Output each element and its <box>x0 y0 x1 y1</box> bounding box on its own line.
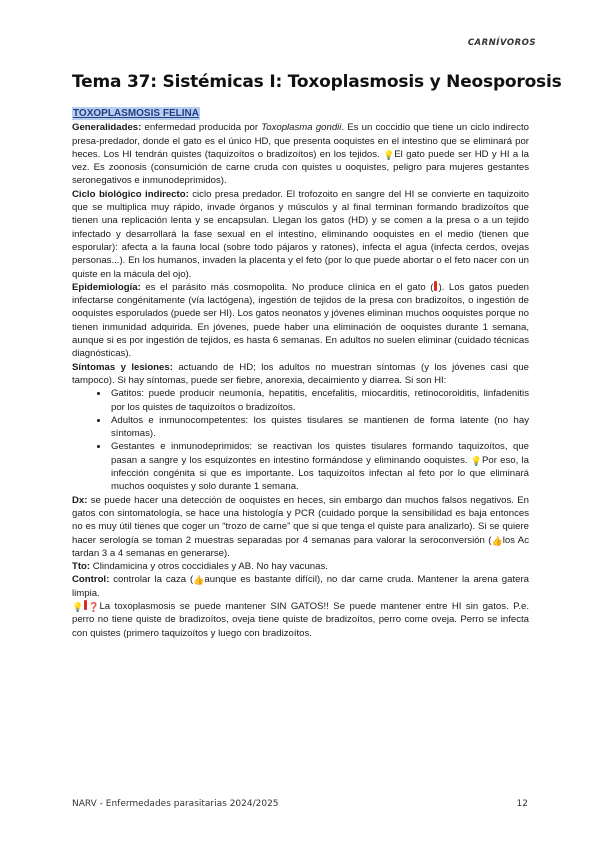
course-header: CARNÍVOROS <box>467 38 536 48</box>
page-footer <box>72 799 528 809</box>
dx-text-2: los Ac tardan 3 a 4 semanas en generarse). <box>72 534 529 559</box>
epidemiologia-text-1: es el parásito más cosmopolita. No produce clínica en el gato ( <box>140 281 434 293</box>
document-body <box>72 107 529 640</box>
lightbulb-icon: 💡 <box>72 601 84 612</box>
sintomas-list <box>72 387 529 493</box>
control-paragraph <box>72 573 529 600</box>
page-title: Tema 37: Sistémicas I: Toxoplasmosis y Neosporosis <box>72 72 562 92</box>
ciclo-label: Ciclo biológico indirecto: <box>72 188 189 200</box>
tto-text: Clindamicina y otros coccidiales y AB. No hay vacunas. <box>90 561 328 573</box>
sintomas-label: Síntomas y lesiones: <box>72 361 173 373</box>
tto-label: Tto: <box>72 561 91 573</box>
thumbs-up-icon: 👍 <box>193 575 205 586</box>
thumbs-up-icon: 👍 <box>491 535 503 546</box>
list-item <box>109 387 529 414</box>
generalidades-text-1: enfermedad producida por <box>141 122 262 134</box>
ciclo-text: ciclo presa predador. El trofozoito en sangre del HI se convierte en taquizoito que se multiplica muy rápido, invade órganos y músculos y al final terminan formando bradizoítos que tienen una replicación lenta y se encapsulan. Llegan los gatos (HD) y se comen a la presa o a un tejido infectado y desarrollará la fase sexual en el intestino, eliminando ooquistes en el medio (tienen que esporular): afecta a la fauna local (sobre todo pájaros y ratones), infecta el agua (infecta cerdos, ovejas personas...). En los humanos, invaden la placenta y el feto (por lo que puede abortar o el feto nacer con un quiste en la mácula del ojo). <box>72 188 529 280</box>
final-note-paragraph <box>72 600 529 640</box>
lightbulb-icon: 💡 <box>383 149 395 160</box>
list-item-extra: Por eso, la infección congénita si que es importante. Los taquizoítos infectan al feto por lo que eliminará muchos ooquistes y solo durante 1 semana. <box>111 454 529 493</box>
exclamation-icon <box>84 600 87 610</box>
section-heading: TOXOPLASMOSIS FELINA <box>73 108 199 119</box>
tto-paragraph <box>72 560 529 573</box>
list-item-text: Gestantes e inmunodeprimidos: se reactivan los quistes tisulares formando taquizoítos, que pasan a sangre y los esquizontes en intestino formándose y eliminando ooquistes. <box>111 441 529 466</box>
generalidades-paragraph <box>72 121 529 187</box>
control-text-1: controlar la caza ( <box>109 574 194 586</box>
dx-label: Dx: <box>72 494 88 506</box>
generalidades-label: Generalidades: <box>72 122 142 134</box>
lightbulb-icon: 💡 <box>470 455 482 466</box>
sintomas-paragraph <box>72 361 529 388</box>
question-icon: ❓ <box>88 601 100 612</box>
control-label: Control: <box>72 574 110 586</box>
epidemiologia-label: Epidemiología: <box>72 281 141 293</box>
dx-paragraph <box>72 494 529 560</box>
sintomas-text: actuando de HD; los adultos no muestran síntomas (y los jóvenes casi que tampoco). Si hay síntomas, puede ser fiebre, anorexia, decaimiento y diarrea. Si son HI: <box>72 361 530 386</box>
ciclo-paragraph <box>72 188 529 281</box>
list-item <box>109 440 529 493</box>
dx-text-1: se puede hacer una detección de ooquistes en heces, sin embargo dan muchos falsos negativos. En gatos con sintomatología, se hace una histología y PCR (cuidado porque la sensibilidad es baja entonces no es muy útil tienes que coger un “trozo de carne” que si que tenga el quiste para analizarlo). Si se quiere hacer serología se toman 2 muestras separadas por 4 semanas para valorar la seroconversión ( <box>72 494 529 546</box>
page-number: 12 <box>516 799 528 809</box>
epidemiologia-paragraph <box>72 281 529 361</box>
epidemiologia-text-2: ). Los gatos pueden infectarse congénitamente (vía lactógena), ingestión de tejidos de la presa con bradizoítos, o ingestión de ooquistes esporulados (puede ser HI). Los gatos neonatos y jóvenes eliminan muchos ooquistes porque no tienen inmunidad adquirida. En jóvenes, puede haber una eliminación de ooquistes durante 1 semana, aunque si es por ingestión de tejidos, es hasta 6 semanas. En adultos no suelen eliminar (cuidado técnicas diagnósticas). <box>72 281 529 360</box>
list-item-text: Gatitos: puede producir neumonía, hepatitis, encefalitis, miocarditis, retinocoroiditis, linfadenitis por los quistes de taquizoítos o bradizoítos. <box>111 388 529 413</box>
generalidades-text-3: El gato puede ser HD y HI a la vez. Es zoonosis (consumición de carne cruda con quistes u ooquistes, peligro para mujeres gestantes seronegativos e inmunodeprimidos). <box>72 148 529 187</box>
final-note-text: La toxoplasmosis se puede mantener SIN GATOS!! Se puede mantener entre HI sin gatos. P.e. perro no tiene quiste de bradizoítos, oveja tiene quiste de bradizoítos, perro come oveja. Perro se infecta con quistes (primero taquizoítos y luego con bradizoítos. <box>72 600 529 639</box>
list-item-text: Adultos e inmunocompetentes: los quistes tisulares se mantienen de forma latente (no hay síntomas). <box>111 414 529 440</box>
list-item <box>109 414 529 441</box>
control-text-2: aunque es bastante difícil), no dar carne cruda. Mantener la arena gatera limpia. <box>72 574 529 599</box>
organism-name: Toxoplasma gondii <box>261 122 342 134</box>
footer-title: NARV - Enfermedades parasitarias 2024/2025 <box>72 799 279 809</box>
generalidades-text-2: . Es un coccidio que tiene un ciclo indirecto presa-predador, donde el gato es el único HD, que presenta ooquistes en el intestino que se eliminará por heces. Los HI tendrán quistes (taquizoítos o bradizoítos) en los tejidos. <box>72 122 530 160</box>
